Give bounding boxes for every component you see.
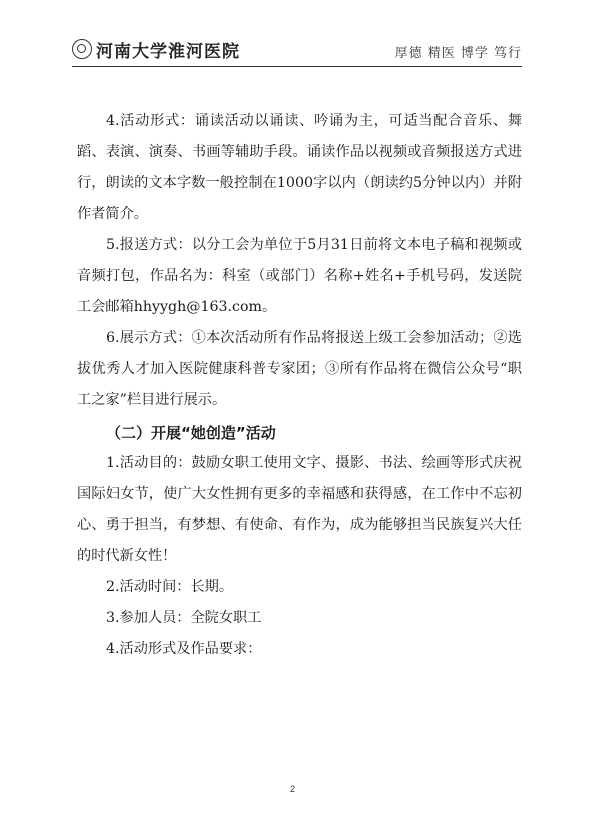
- page-header: [72, 36, 522, 64]
- hospital-logo: [72, 36, 240, 62]
- paragraph-submission-method: 5.报送方式：以分工会为单位于5月31日前将文本电子稿和视频或音频打包，作品名为：科室（或部门）名称+姓名+手机号码，发送院工会邮箱hhyygh@163.com。: [77, 237, 522, 315]
- paragraph-activity-time: 2.活动时间：长期。: [106, 579, 234, 595]
- paragraph-activity-form: 4.活动形式：诵读活动以诵读、吟诵为主，可适当配合音乐、舞蹈、表演、演奏、书画等辅助手段。诵读作品以视频或音频报送方式进行，朗读的文本字数一般控制在1000字以内（朗读约5分钟以内）并附作者简介。: [77, 113, 522, 222]
- paragraph-requirements: 4.活动形式及作品要求：: [106, 641, 262, 657]
- paragraph-display-method: 6.展示方式：①本次活动所有作品将报送上级工会参加活动；②选拔优秀人才加入医院健康科普专家团；③所有作品将在微信公众号“职工之家”栏目进行展示。: [77, 330, 522, 408]
- header-divider: [72, 66, 522, 67]
- section-heading: （二）开展“她创造”活动: [106, 424, 276, 442]
- paragraph-activity-purpose: 1.活动目的：鼓励女职工使用文字、摄影、书法、绘画等形式庆祝国际妇女节，使广大女性拥有更多的幸福感和获得感，在工作中不忘初心、勇于担当，有梦想、有使命、有作为，成为能够担当民族复兴大任的时代新女性！: [77, 455, 522, 564]
- seal-icon: [72, 39, 92, 59]
- hospital-motto: 厚德 精医 博学 笃行: [394, 46, 522, 61]
- paragraph-participants: 3.参加人员：全院女职工: [106, 610, 262, 626]
- hospital-name: 河南大学淮河医院: [96, 41, 240, 62]
- page-number: 2: [290, 784, 296, 794]
